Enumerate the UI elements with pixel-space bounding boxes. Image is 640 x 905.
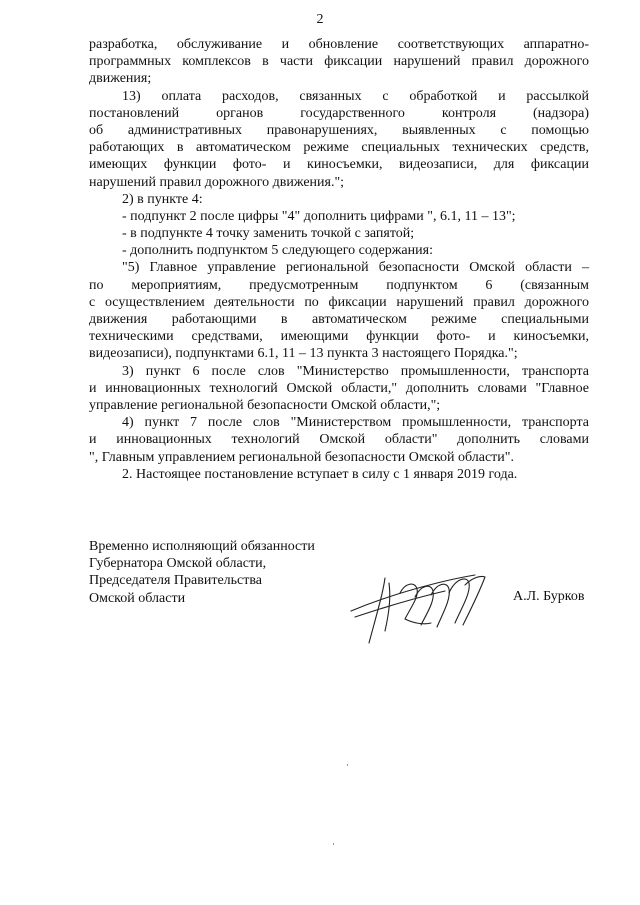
signer-name: А.Л. Бурков: [513, 589, 585, 604]
text-line: ", Главным управлением региональной безопасности Омской области".: [89, 449, 514, 465]
text-line: и инновационных технологий Омской области," дополнить словами "Главное: [89, 380, 589, 396]
signatory-title: [89, 538, 389, 607]
signatory-line: Омской области: [89, 590, 186, 606]
text-line: - подпункт 2 после цифры "4" дополнить цифрами ", 6.1, 11 – 13";: [122, 208, 516, 224]
text-line: движения работающими в автоматическом режиме специальными: [89, 312, 589, 327]
text-line: 2) в пункте 4:: [122, 191, 203, 207]
text-line: об административных правонарушениях, выявленных с помощью: [89, 122, 589, 138]
text-line: техническими средствами, имеющими функции фото- и киносъемки,: [89, 329, 589, 345]
page-number: 2: [316, 12, 324, 27]
signatory-line: Губернатора Омской области,: [89, 556, 267, 572]
text-line: работающих в автоматическом режиме специальных технических средств,: [89, 140, 589, 156]
text-line: с осуществлением деятельности по фиксации нарушений правил дорожного: [89, 294, 589, 310]
text-line: 13) оплата расходов, связанных с обработкой и рассылкой: [122, 88, 589, 104]
signatory-line: Председателя Правительства: [89, 573, 263, 589]
text-line: "5) Главное управление региональной безопасности Омской области –: [122, 260, 589, 276]
text-line: по мероприятиям, предусмотренным подпунктом 6 (связанным: [89, 277, 589, 293]
text-line: - дополнить подпунктом 5 следующего содержания:: [122, 243, 433, 259]
text-line: постановлений органов государственного контроля (надзора): [89, 105, 589, 121]
handwritten-signature: [345, 553, 495, 648]
text-line: программных комплексов в части фиксации нарушений правил дорожного: [89, 54, 589, 70]
text-line: - в подпункте 4 точку заменить точкой с запятой;: [122, 226, 415, 242]
text-line: 3) пункт 6 после слов "Министерство промышленности, транспорта: [122, 363, 589, 379]
text-line: нарушений правил дорожного движения.";: [89, 174, 345, 190]
document-body: [89, 36, 589, 483]
text-line: разработка, обслуживание и обновление соответствующих аппаратно-: [89, 37, 589, 52]
text-line: 2. Настоящее постановление вступает в силу с 1 января 2019 года.: [122, 466, 518, 482]
signatory-line: Временно исполняющий обязанности: [89, 539, 315, 554]
text-line: и инновационных технологий Омской области" дополнить словами: [89, 432, 589, 448]
text-line: имеющих функции фото- и киносъемки, видеозаписи, для фиксации: [89, 157, 589, 173]
scan-speck: [347, 764, 348, 766]
scan-speck: [333, 843, 334, 845]
text-line: видеозаписи), подпунктами 6.1, 11 – 13 пункта 3 настоящего Порядка.";: [89, 346, 518, 362]
text-line: 4) пункт 7 после слов "Министерством промышленности, транспорта: [122, 415, 589, 431]
text-line: управление региональной безопасности Омской области,";: [89, 397, 441, 413]
text-line: движения;: [89, 71, 152, 87]
